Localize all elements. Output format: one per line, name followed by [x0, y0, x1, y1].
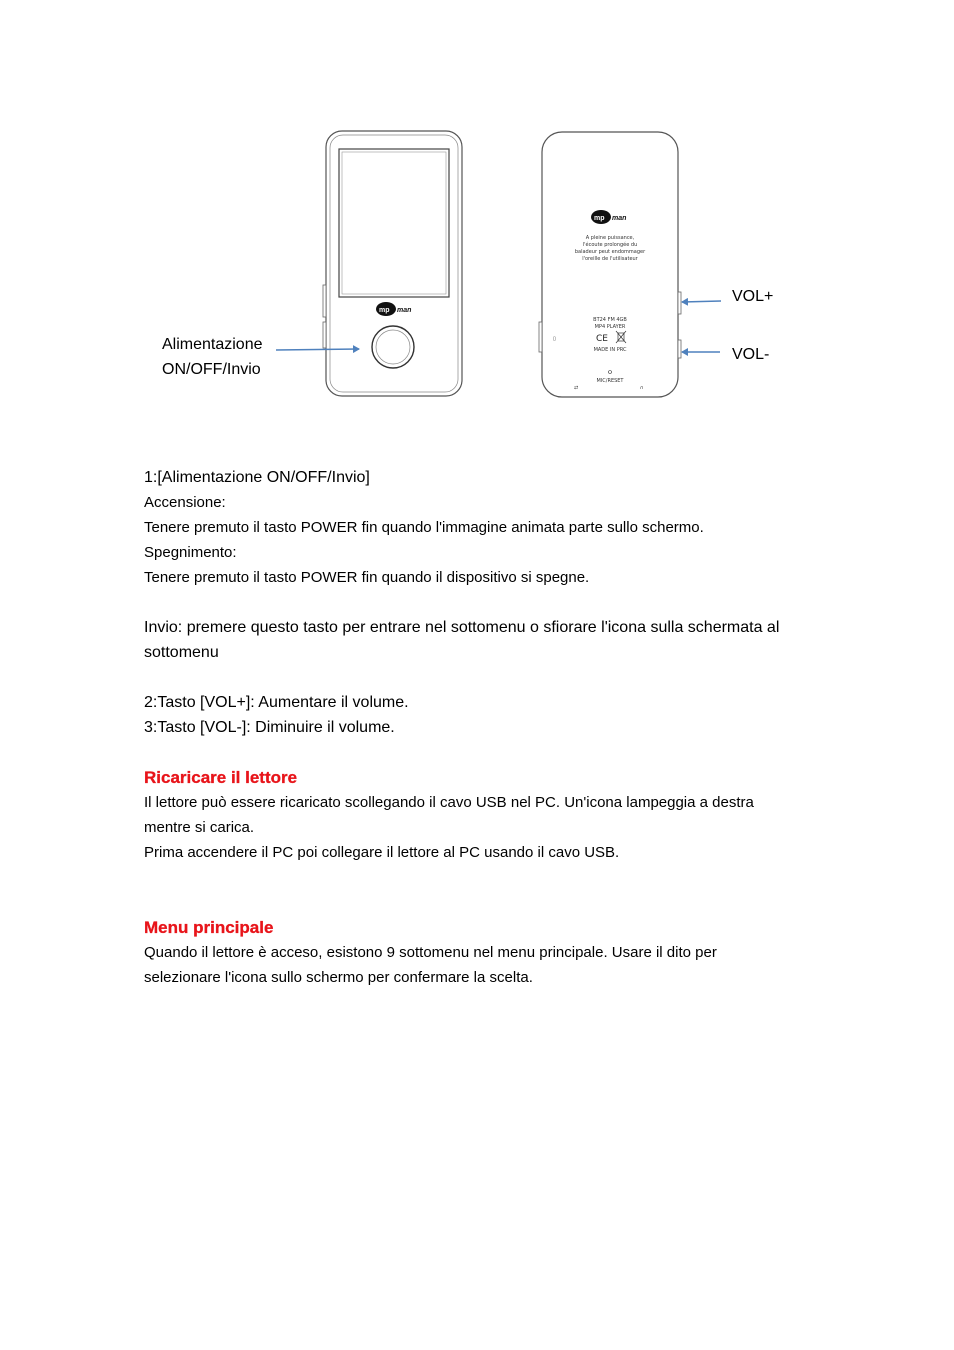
back-warning-line: A pleine puissance,: [585, 235, 635, 241]
back-reset-label: MIC/RESET: [596, 378, 624, 384]
device-screen: [339, 149, 449, 297]
headphone-icon: ∩: [640, 385, 644, 391]
back-model-type: MP4 PLAYER: [594, 324, 626, 330]
invio-line2: sottomenu: [144, 644, 219, 661]
menu-line2: selezionare l'icona sullo schermo per confermare la scelta.: [144, 969, 533, 986]
power-label-line2: ON/OFF/Invio: [162, 361, 261, 378]
vol-minus-text: 3:Tasto [VOL-]: Diminuire il volume.: [144, 719, 395, 736]
vol-minus-label: VOL-: [732, 346, 770, 363]
back-warning-line: l'oreille de l'utilisateur: [582, 256, 638, 262]
ricaricare-heading: Ricaricare il lettore: [144, 768, 298, 787]
ce-mark: CE: [596, 334, 608, 344]
back-warning-line: l'écoute prolongée du: [582, 242, 638, 248]
vol-plus-text: 2:Tasto [VOL+]: Aumentare il volume.: [144, 694, 409, 711]
accensione-label: Accensione:: [144, 494, 226, 511]
ricaricare-line2: mentre si carica.: [144, 819, 255, 836]
back-warning-line: baladeur peut endommager: [574, 249, 646, 255]
accensione-text: Tenere premuto il tasto POWER fin quando l'immagine animata parte sullo schermo.: [144, 519, 704, 536]
spegnimento-text: Tenere premuto il tasto POWER fin quando il dispositivo si spegne.: [144, 569, 590, 586]
svg-text:man: man: [612, 215, 627, 222]
usb-port-icon: ⇄: [574, 385, 579, 391]
power-arrow: [276, 349, 359, 350]
ricaricare-line1: Il lettore può essere ricaricato scollegando il cavo USB nel PC. Un'icona lampeggia a destra: [144, 794, 754, 811]
device-front: [323, 131, 462, 396]
vol-plus-label: VOL+: [732, 288, 774, 305]
power-label-line1: Alimentazione: [162, 336, 263, 353]
invio-line1: Invio: premere questo tasto per entrare nel sottomenu o sfiorare l'icona sulla schermata al: [144, 619, 780, 636]
device-drawing: [0, 0, 954, 430]
svg-text:mp: mp: [594, 215, 605, 222]
menu-line1: Quando il lettore è acceso, esistono 9 sottomenu nel menu principale. Usare il dito per: [144, 944, 717, 961]
power-button: [372, 326, 414, 368]
spegnimento-label: Spegnimento:: [144, 544, 237, 561]
device-back: [539, 132, 681, 397]
menu-heading: Menu principale: [144, 918, 274, 937]
side-port-icon: ▯: [553, 336, 556, 342]
back-model: BT24 FM 4GB: [593, 317, 627, 323]
svg-text:mp: mp: [379, 307, 390, 314]
device-illustration: [0, 0, 954, 430]
section1-title: 1:[Alimentazione ON/OFF/Invio]: [144, 469, 370, 486]
back-made-in: MADE IN PRC: [593, 347, 627, 353]
svg-text:man: man: [397, 307, 412, 314]
vol-plus-arrow: [682, 301, 721, 302]
ricaricare-line3: Prima accendere il PC poi collegare il lettore al PC usando il cavo USB.: [144, 844, 620, 861]
